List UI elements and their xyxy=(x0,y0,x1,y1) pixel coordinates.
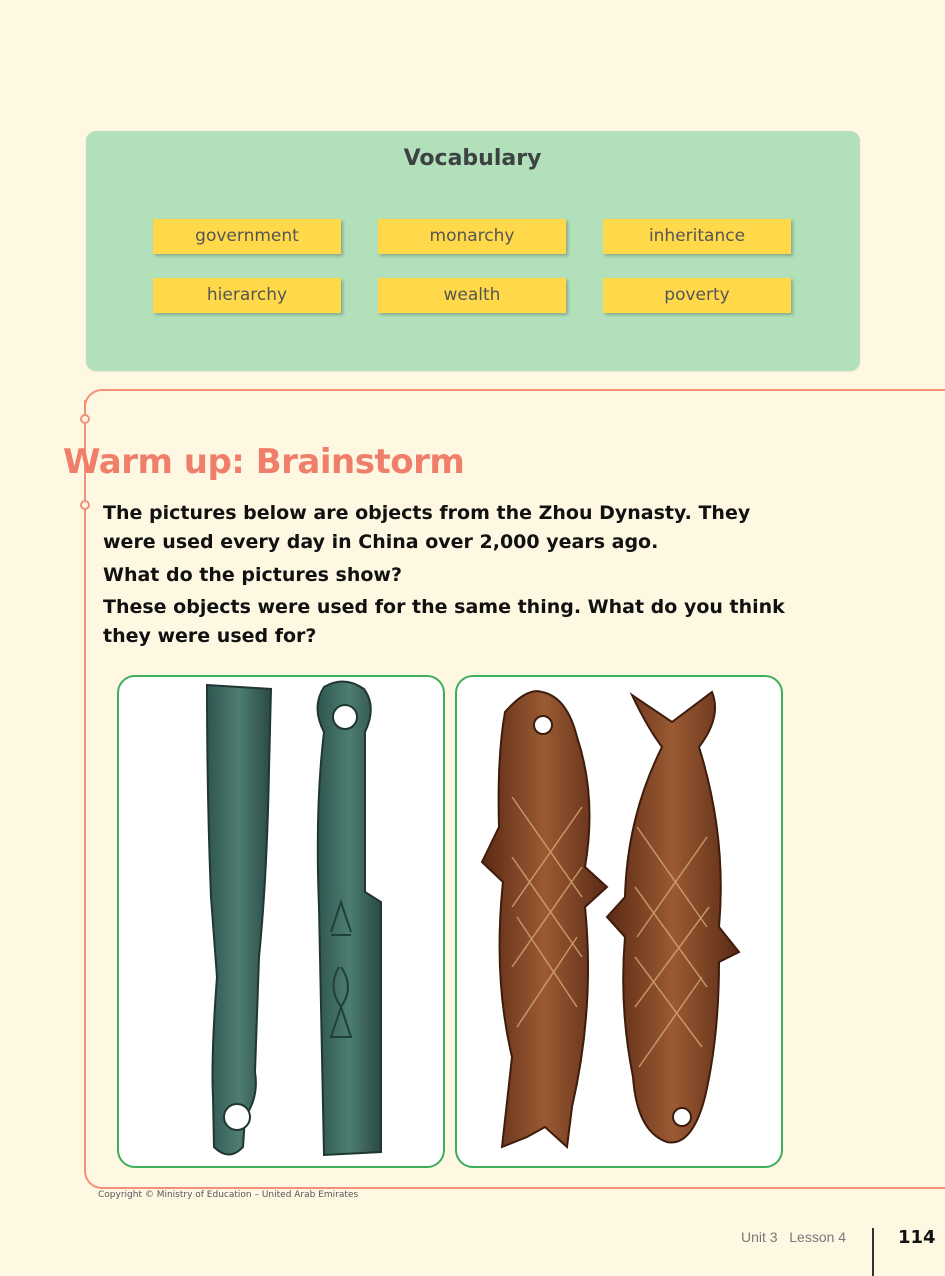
section-heading: Warm up: Brainstorm xyxy=(63,442,465,482)
fish-coins-image xyxy=(457,677,781,1166)
vocab-word-monarchy: monarchy xyxy=(378,219,566,254)
page-number: 114 xyxy=(898,1227,936,1248)
vocab-word-wealth: wealth xyxy=(378,278,566,313)
vocab-word-government: government xyxy=(153,219,341,254)
copyright-notice: Copyright © Ministry of Education – United Arab Emirates xyxy=(98,1190,359,1200)
knife-coins-image xyxy=(119,677,443,1166)
question-one: What do the pictures show? xyxy=(103,564,403,586)
vocab-word-poverty: poverty xyxy=(603,278,791,313)
question-two: These objects were used for the same thing. What do you think they were used for? xyxy=(103,596,785,647)
lesson-label: Lesson 4 xyxy=(789,1229,847,1245)
vocab-word-inheritance: inheritance xyxy=(603,219,791,254)
fish-money-photo xyxy=(455,675,783,1168)
frame-dot-mid xyxy=(80,500,90,510)
intro-paragraph: The pictures below are objects from the Zhou Dynasty. They were used every day in China over 2,000 years ago. xyxy=(103,502,751,553)
knife-money-photo xyxy=(117,675,445,1168)
vocab-word-hierarchy: hierarchy xyxy=(153,278,341,313)
vocabulary-title: Vocabulary xyxy=(403,146,542,171)
frame-connector xyxy=(84,400,86,414)
unit-lesson-label xyxy=(741,1229,846,1245)
frame-dot-top xyxy=(80,414,90,424)
footer-divider xyxy=(872,1228,874,1276)
unit-label: Unit 3 xyxy=(741,1229,778,1245)
